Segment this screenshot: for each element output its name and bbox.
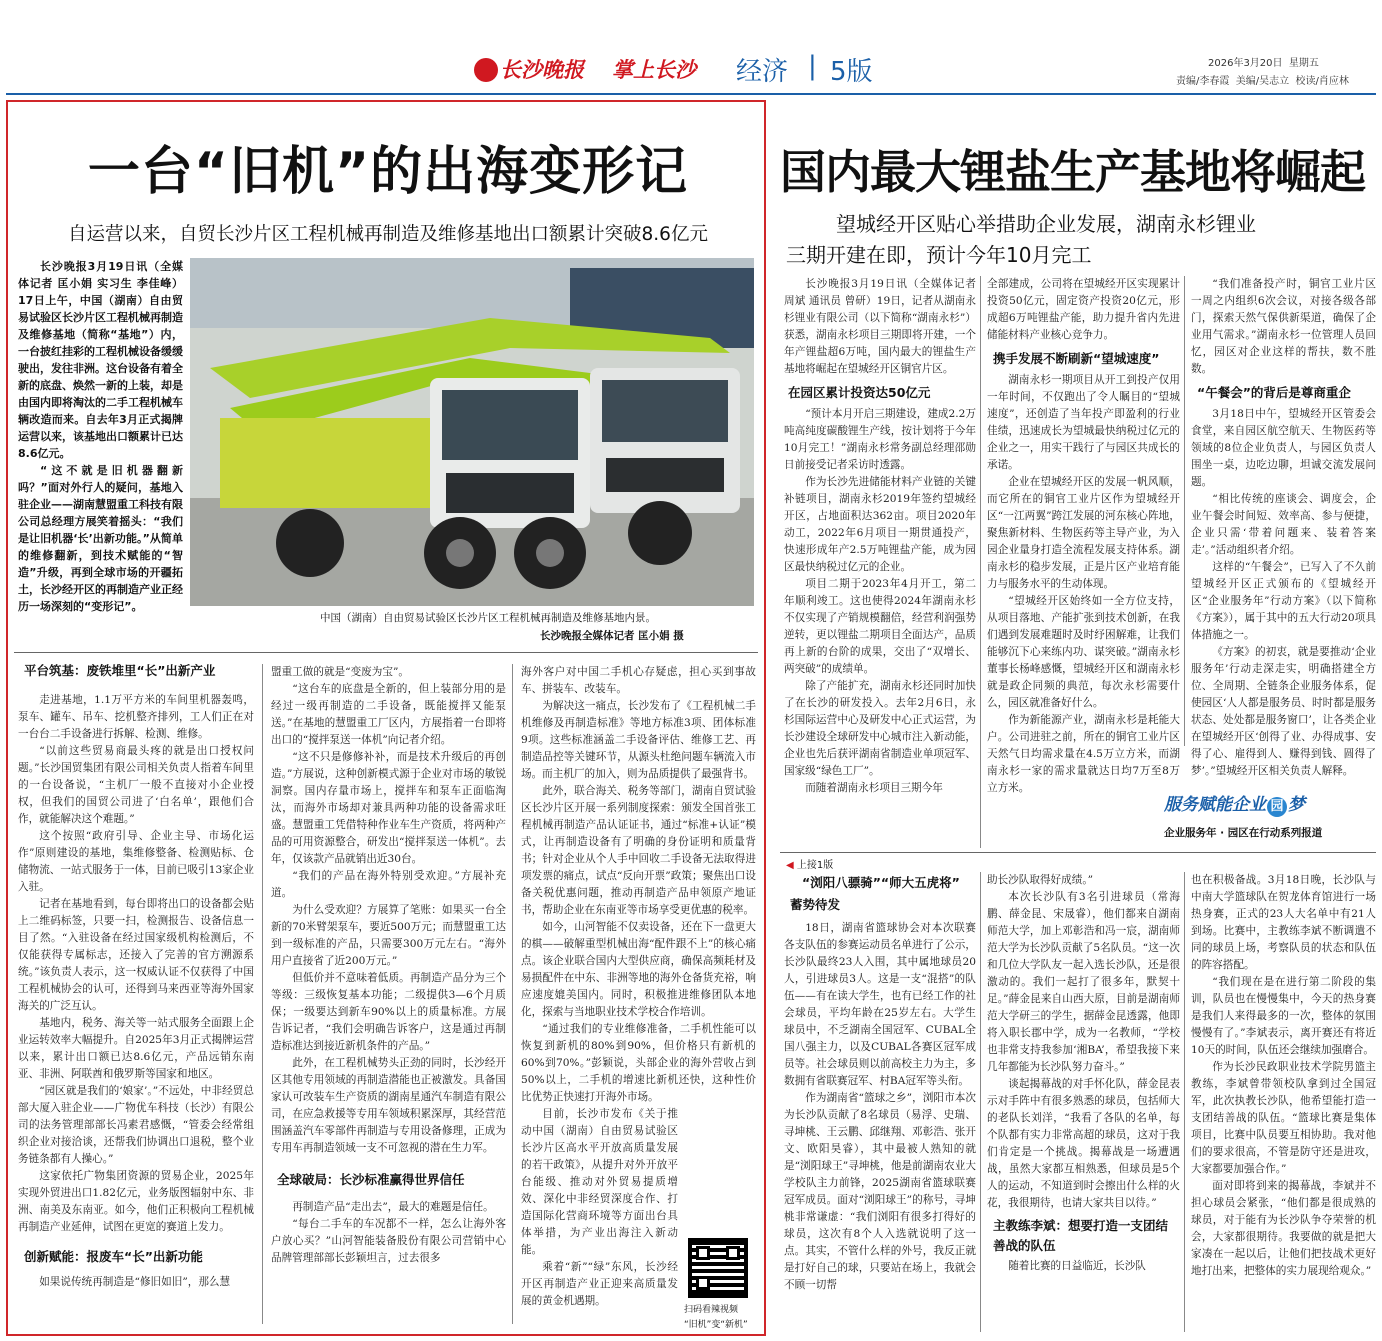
body-paragraph: “通过我们的专业维修准备，二手机性能可以恢复到新机的80%到90%，但价格只有新机的60%到70%。”彭颖说，头部企业的海外营收占到50%以上，二手机的增速比新机还快，这种性价比优势正快速打开海外市场。 — [521, 1023, 756, 1103]
body-paragraph: 再制造产品“走出去”，最大的难题是信任。 — [292, 1201, 494, 1213]
left-headline: 一台“旧机”的出海变形记 — [87, 142, 689, 202]
bottom-rule — [780, 852, 1376, 853]
bottom-headline-2: 蓄势待发 — [790, 897, 841, 912]
body-paragraph: 为什么受欢迎？方展算了笔账：如果买一台全新的70米臂架泵车，要近500万元；而慧盟重工达到一级标准的产品，只需要300万元左右。“海外用户直接省了近200万元。” — [271, 904, 506, 967]
body-paragraph: 18日，湖南省篮球协会对本次联赛各支队伍的参赛运动员名单进行了公示，长沙队最终23人入围，其中属地球员20人，引进球员3人。这是一支“混搭”的队伍——有在读大学生，也有已经工作的社会球员，平均年龄在25岁左右。大学生球员中，不乏湖南全国冠军、CUBAL全国八强主力，以及CUBAL各赛区冠军成员等。社会球员则以前高校主力为主，多数拥有省联赛冠军、村BA冠军等头衔。 — [784, 922, 976, 1087]
left-lead — [18, 258, 183, 615]
body-paragraph: 但低价并不意味着低质。再制造产品分为三个等级：三级恢复基本功能；二级提供3—6个月质保；一级要达到新车90%以上的质量标准。方展告诉记者，“我们会明确告诉客户，这是通过再制造标准达到接近新机条件的产品。” — [271, 972, 506, 1052]
app-logo: 掌上长沙 — [612, 58, 696, 82]
photo-credit: 长沙晚报全媒体记者 匡小娟 摄 — [540, 630, 684, 642]
masthead — [0, 0, 1382, 98]
body-paragraph: 也在积极备战。3月18日晚，长沙队与中南大学篮球队在贺龙体育馆进行一场热身赛，正式的23人大名单中有21人到场。比赛中，主教练李斌不断调遣不同的球员上场，考察队员的状态和队伍的阵容搭配。 — [1191, 874, 1376, 971]
photo-caption: 中国（湖南）自由贸易试验区长沙片区工程机械再制造及维修基地内景。 — [320, 612, 656, 624]
body-paragraph: 海外客户对中国二手机心存疑虑，担心买到事故车、拼装车、改装车。 — [521, 666, 756, 695]
body-paragraph: 走进基地，1.1万平方米的车间里机器轰鸣，泵车、罐车、吊车、挖机整齐排列，工人们正在对一台台二手设备进行拆解、检测、维修。 — [18, 694, 254, 740]
right-headline: 国内最大锂盐生产基地将崛起 — [780, 145, 1365, 199]
body-paragraph: 随着比赛的日益临近，长沙队 — [1008, 1260, 1146, 1272]
subhead-speed: 携手发展不断刷新“望城速度” — [993, 351, 1160, 366]
series-logo-part: 梦 — [1288, 795, 1305, 815]
right-deck-2: 三期开建在即，预计今年10月完工 — [786, 243, 1092, 267]
body-paragraph: “望城经开区始终如一全方位支持，从项目落地、产能扩张到技术创新，在我们遇到发展难题时及时纾困解难，让我们能够沉下心来练内功、谋突破。”湖南永杉董事长杨峰感慨，望城经开区和湖南永杉就是政企同频的典范，每次永杉需要什么，园区就准备好什么。 — [987, 595, 1180, 709]
left-col-1 — [18, 660, 254, 1291]
body-paragraph: “园区就是我们的‘娘家’。”不远处，中非经贸总部大厦入驻企业——广物优车科技（长沙）有限公司的法务管理部部长冯素君感慨，“管委会经常组织企业对接洽谈，还帮我们协调出口退税，整个业务链条都有人操心。” — [18, 1085, 254, 1165]
body-paragraph: 记者在基地看到，每台即将出口的设备都会贴上二维码标签，只要一扫，检测报告、设备信息一目了然。“入驻设备在经过国家级机构检测后，不仅能获得专属标志，还接入了完善的官方溯源系统。”该负责人表示，这一权威认证不仅获得了中国工程机械协会的认可，还得到马来西亚等海外国家海关的广泛互认。 — [18, 898, 254, 1012]
editor-credits: 责编/李春霞 美编/吴志立 校读/肖应林 — [1176, 76, 1349, 87]
qr-caption: 扫码看辣视频 — [684, 1305, 739, 1315]
subhead-global: 全球破局：长沙标准赢得世界信任 — [277, 1172, 465, 1187]
body-paragraph: 面对即将到来的揭幕战，李斌并不担心球员会紧张，“他们都是很成熟的球员，对于能有为长沙队争夺荣誉的机会，大家都很期待。我要做的就是把大家凑在一起以后，让他们把技战术更好地打出来，把整体的实力展现给观众。” — [1191, 1180, 1376, 1277]
bottom-col-1 — [784, 872, 976, 1294]
left-col-3 — [512, 664, 756, 1324]
truck-photo-illustration — [190, 258, 754, 606]
body-paragraph: “这不只是修修补补，而是技术升级后的再创造。”方展说，这种创新模式源于企业对市场的敏锐洞察。国内存量市场上，搅拌车和泵车正面临淘汰，而海外市场却对兼具两种功能的设备需求旺盛。慧盟重工凭借特种作业车生产资质，将两种产品的可用资源整合，研发出“搅拌泵送一体机”。去年，仅该款产品就销出近30台。 — [271, 751, 506, 865]
bottom-col-3 — [1184, 872, 1376, 1332]
body-paragraph: 本次长沙队有3名引进球员（常海鹏、薛金昆、宋晟睿），他们都来自湖南师范大学，加上邓彰浩和冯一宸，湖南师范大学为长沙队贡献了5名队员。“这一次和几位大学队友一起入选长沙队，还是很激动的。我们一起打了很多年，默契十足。”薛金昆来自山西大原，目前是湖南师范大学研三的学生，据薛金昆透露，他即将入职长郡中学，成为一名教师，“学校也非常支持我参加‘湘BA’，希望我接下来几年都能为长沙队努力奋斗。” — [987, 891, 1180, 1073]
right-lead: 长沙晚报3月19日讯（全媒体记者 周斌 通讯员 曾研）19日，记者从湖南永杉锂业有限公司（以下简称“湖南永杉”）获悉，湖南永杉项目三期即将开建，一个年产锂盐超6万吨，国内最大的锂盐生产基地将崛起在望城经开区铜官片区。 — [784, 278, 976, 375]
left-col-2 — [262, 664, 506, 1324]
lead-paragraph: 长沙晚报3月19日讯（全媒体记者 匡小娟 实习生 李佳峰）17日上午，中国（湖南）自由贸易试验区长沙片区工程机械再制造及维修基地（简称“基地”）内，一台披红挂彩的工程机械设备缓缓驶出，发往非洲。这台设备有着全新的底盘、焕然一新的上装，却是由国内即将淘汰的二手工程机械车辆改造而来。自去年3月正式揭牌运营以来，该基地出口额累计已达8.6亿元。 — [18, 260, 183, 460]
body-paragraph: 项目二期于2023年4月开工，第二年顺利竣工。这也使得2024年湖南永杉不仅实现了产销规模翻倍，经营利润强势逆转，更以锂盐二期项目全面达产，品质再上新的台阶的成果，交出了“双增长、两突破”的成绩单。 — [784, 578, 976, 675]
subhead-coach: 主教练李斌：想要打造一支团结善战的队伍 — [993, 1218, 1169, 1253]
body-paragraph: 这个按照“政府引导、企业主导、市场化运作”原则建设的基地，集维修整备、检测贴标、仓储物流、一站式服务于一体，目前已吸引13家企业入驻。 — [18, 830, 254, 893]
subhead-investment: 在园区累计投资达50亿元 — [788, 385, 931, 400]
body-paragraph: “我们准备投产时，铜官工业片区一周之内组织6次会议，对接各级各部门，探索天然气保供新渠道，确保了企业用气需求。”湖南永杉一位管理人员回忆，园区对企业这样的帮扶，数不胜数。 — [1191, 278, 1376, 375]
left-deck: 自运营以来，自贸长沙片区工程机械再制造及维修基地出口额累计突破8.6亿元 — [68, 224, 708, 245]
article-photo — [190, 258, 754, 606]
right-col-1 — [784, 276, 976, 797]
body-paragraph: 作为新能源产业，湖南永杉是耗能大户。公司进驻之前，所在的铜官工业片区天然气日均需求量在4.5万立方米，而湖南永杉一家的需求量就达日均7万至8万立方米。 — [987, 714, 1180, 794]
lead-paragraph: “这不就是旧机器翻新吗？”面对外行人的疑问，基地入驻企业——湖南慧盟重工科技有限公司总经理方展笑着摇头：“我们是让旧机器‘长’出新功能。”从简单的维修翻新，到技术赋能的“智造”升级，再到全球市场的开疆拓土，长沙经开区的再制造产业正经历一场深刻的“变形记”。 — [18, 464, 183, 613]
qr-code[interactable] — [688, 1238, 748, 1298]
body-paragraph: 基地内，税务、海关等一站式服务全面跟上企业运转效率大幅提升。自2025年3月正式揭牌运营以来，累计出口额已达8.6亿元，产品远销东南亚、非洲、阿联酋和俄罗斯等国家和地区。 — [18, 1017, 254, 1080]
series-subtitle: 企业服务年 · 园区在行动系列报道 — [1164, 827, 1323, 839]
issue-date: 2026年3月20日 星期五 — [1208, 58, 1319, 69]
body-paragraph: 企业在望城经开区的发展一帆风顺，而它所在的铜官工业片区作为望城经开区“一江两翼”跨江发展的河东核心阵地，聚焦新材料、生物医药等主导产业，为入园企业量身打造全流程发展支持体系。湖南永杉的稳步发展，正是片区产业培育能力与服务水平的生动体现。 — [987, 476, 1180, 590]
body-paragraph: 《方案》的初衷，就是要推动‘企业服务年’行动走深走实，明确搭建全方位、全周期、全链条企业服务体系，促使园区‘人人都是服务员、时时都是服务状态、处处都是服务窗口’，让各类企业在望城经开区‘创得了业、办得成事、安得了心、雇得到人、赚得到钱、圆得了梦’。”望城经开区相关负责人解释。 — [1191, 646, 1376, 777]
body-paragraph: “以前这些贸易商最头疼的就是出口授权问题。”长沙国贸集团有限公司相关负责人指着车间里的一台设备说，“主机厂一般不直接对小企业授权，但我们的国贸公司进了‘白名单’，跟他们合作，就能解决这个难题。” — [18, 745, 254, 825]
body-paragraph: 除了产能扩充，湖南永杉还同时加快了在长沙的研发投入。去年2月6日，永杉国际运营中心及研发中心正式运营，为长沙建设全球研发中心城市注入新动能，企业也先后获评湖南省制造业单项冠军、国家级“绿色工厂”。 — [784, 680, 976, 777]
right-col-3 — [1184, 276, 1376, 777]
jump-marker — [786, 856, 833, 871]
body-paragraph: “相比传统的座谈会、调度会，企业午餐会时间短、效率高、参与便捷，企业只需‘带着问题来、装着答案走’。”活动组织者介绍。 — [1191, 493, 1376, 556]
body-paragraph: 此外，在工程机械势头正劲的同时，长沙经开区其他专用领域的再制造潜能也正被激发。具备国家认可改装车生产资质的湖南星通汽车制造有限公司，在应急救援等专用车领域积累深厚，其经营范围涵盖汽车零部件再制造与专用设备修理，正成为专用车再制造领域一支不可忽视的潜在生力军。 — [271, 1057, 506, 1154]
body-paragraph: “每台二手车的车况都不一样，怎么让海外客户放心买？”山河智能装备股份有限公司营销中心品牌管理部部长彭颖坦言，过去很多 — [271, 1218, 506, 1264]
section-name: 经济 — [736, 57, 789, 87]
newspaper-logo: 长沙晚报 — [500, 57, 584, 82]
qr-caption-title: “旧机”变“新机” — [684, 1320, 748, 1330]
series-logo-part: 服务赋能 — [1164, 795, 1232, 815]
body-paragraph: 盟重工做的就是“变废为宝”。 — [271, 666, 409, 678]
masthead-rule — [6, 93, 1376, 95]
body-paragraph: 这家依托广物集团资源的贸易企业，2025年实现外贸进出口1.82亿元，业务版图辐射中东、非洲、南美及东南亚。如今，他们正积极向工程机械再制造产业延伸，试图在更宽的赛道上发力。 — [18, 1170, 254, 1233]
series-logo-part: 企业 — [1232, 795, 1266, 815]
body-paragraph: 如果说传统再制造是“修旧如旧”，那么慧 — [39, 1276, 231, 1288]
body-paragraph: 全部建成，公司将在望城经开区实现累计投资50亿元，固定资产投资20亿元，形成超6万吨锂盐产能，助力提升省内先进储能材料产业核心竞争力。 — [987, 278, 1180, 341]
body-paragraph: “预计本月开启三期建设，建成2.2万吨高纯度碳酸锂生产线，按计划将于今年10月完工！”湖南永杉常务副总经理邵勋日前接受记者采访时透露。 — [784, 408, 976, 471]
section-divider: | — [808, 51, 817, 81]
series-logo — [1164, 790, 1374, 846]
body-paragraph: 作为湖南省“篮球之乡”，浏阳市本次为长沙队贡献了8名球员（易浮、史瑞、寻坤桃、王云鹏、邱继翔、邓彰浩、张开文、欧阳昊睿），其中最被人熟知的就是“浏阳球王”寻坤桃，他是前湖南农业大学校队主力前锋，2025湖南省篮球联赛冠军成员。面对“浏阳球王”的称号，寻坤桃非常谦虚：“我们浏阳有很多打得好的球员，这次有8个人入选就说明了这一点。其实，不管什么样的外号，我反正就是打好自己的球，只要站在场上，我就会不顾一切帮 — [784, 1092, 976, 1291]
body-paragraph: “这台车的底盘是全新的，但上装部分用的是经过一级再制造的二手设备，既能搅拌又能泵送。”在基地的慧盟重工厂区内，方展指着一台即将出口的“搅拌泵送一体机”向记者介绍。 — [271, 683, 506, 746]
lead-rule — [14, 652, 758, 653]
bottom-col-2 — [980, 872, 1180, 1332]
body-paragraph: 3月18日中午，望城经开区管委会食堂，来自园区航空航天、生物医药等领域的8位企业负责人，与园区负责人围坐一桌，边吃边聊，坦诚交流发展问题。 — [1191, 408, 1376, 488]
body-paragraph: “我们的产品在海外特别受欢迎。”方展补充道。 — [271, 870, 506, 899]
body-paragraph: 湖南永杉一期项目从开工到投产仅用一年时间，不仅跑出了令人瞩目的“望城速度”，还创造了当年投产即盈利的行业佳绩，迅速成长为望城最快纳税过亿元的企业之一，用实干践行了与园区共成长的承诺。 — [987, 374, 1180, 471]
body-paragraph: 乘着“新”“绿”东风，长沙经开区再制造产业正迎来高质量发展的黄金机遇期。 — [521, 1261, 678, 1307]
body-paragraph: 此外，联合海关、税务等部门，湖南自贸试验区长沙片区开展一系列制度探索：颁发全国首张工程机械再制造产品认证证书，通过“标准+认证”模式，让再制造设备有了明确的身份证明和质量背书；针对企业从个人手中回收二手设备无法取得进项发票的痛点，试点“反向开票”政策；聚焦出口设备关税优惠问题，推动再制造产品申领原产地证书，帮助企业在东南亚等市场享受更优惠的税率。 — [521, 785, 756, 916]
body-paragraph: “我们现在是在进行第二阶段的集训，队员也在慢慢集中，今天的热身赛是我们人来得最多的一次，整体的氛围慢慢有了。”李斌表示，离开赛还有将近10天的时间，队伍还会继续加强磨合。 — [1191, 976, 1376, 1056]
body-paragraph: 谈起揭幕战的对手怀化队，薛金昆表示对手阵中有很多熟悉的球员，包括师大的老队长刘洋，“我看了各队的名单，每个队都有实力非常高超的球员，这对于我们肯定是一个挑战。揭幕战是一场遭遇战，虽然大家都互相熟悉，但球员是5个人的运动，不知道到时会擦出什么样的火花，我很期待，也请大家共目以待。” — [987, 1078, 1180, 1209]
body-paragraph: 如今，山河智能不仅卖设备，还在下一盘更大的棋——破解重型机械出海“配件跟不上”的核心痛点。该企业联合国内大型供应商，确保高频耗材及易损配件在中东、非洲等地的海外仓备货充裕，响应速度媲美国内。同时，积极推进维修团队本地化，探索与当地职业技术学校合作培训。 — [521, 921, 756, 1018]
right-deck-1: 望城经开区贴心举措助企业发展，湖南永杉锂业 — [836, 212, 1256, 236]
body-paragraph: 目前，长沙市发布《关于推动中国（湖南）自由贸易试验区长沙片区高水平开放高质量发展的若干政策》，从提升对外开放平台能级、推动对外贸易提质增效、深化中非经贸深度合作、打造国际化营商环境等方面出台具体举措，为产业出海注入新动能。 — [521, 1108, 678, 1256]
body-paragraph: 助长沙队取得好成绩。” — [987, 874, 1094, 886]
body-paragraph: 作为长沙民政职业技术学院男篮主教练，李斌曾带领校队拿到过全国冠军，此次执教长沙队，他希望能打造一支团结善战的队伍。“篮球比赛是集体项目，比赛中队员要互相协助。我对他们的要求很高，不管是防守还是进攻，大家都要加强合作。” — [1191, 1061, 1376, 1175]
body-paragraph: 而随着湖南永杉项目三期今年 — [805, 782, 943, 794]
subhead-platform: 平台筑基：废铁堆里“长”出新产业 — [24, 663, 216, 678]
body-paragraph: 作为长沙先进储能材料产业链的关键补链项目，湖南永杉2019年签约望城经开区，占地面积达362亩。项目2020年动工，2022年6月项目一期贯通投产，快速形成年产2.5万吨锂盐产能，成为园区最快纳税过亿元的企业。 — [784, 476, 976, 573]
subhead-lunch: “午餐会”的背后是尊商重企 — [1197, 385, 1351, 400]
bottom-headline: “浏阳八骠骑”“师大五虎将” — [802, 875, 960, 890]
jump-arrow-icon: ◀ — [786, 860, 797, 871]
body-paragraph: 为解决这一痛点，长沙发布了《工程机械二手机维修及再制造标准》等地方标准3项、团体标准9项。这些标准涵盖二手设备评估、维修工艺、再制造品控等关键环节，从源头杜绝问题车辆流入市场。而主机厂的加入，则为品质提供了最强背书。 — [521, 700, 756, 780]
right-col-2 — [980, 276, 1180, 848]
subhead-innovation: 创新赋能：报废车“长”出新功能 — [24, 1249, 203, 1264]
jump-label: 上接1版 — [796, 860, 834, 871]
masthead-logo-icon — [474, 58, 498, 82]
series-logo-badge: 园 — [1267, 797, 1287, 817]
page-number: 5版 — [830, 57, 873, 87]
body-paragraph: 这样的“午餐会”，已写入了不久前望城经开区正式颁布的《望城经开区“企业服务年”行动方案》（以下简称《方案》），属于其中的五大行动20项具体措施之一。 — [1191, 561, 1376, 641]
